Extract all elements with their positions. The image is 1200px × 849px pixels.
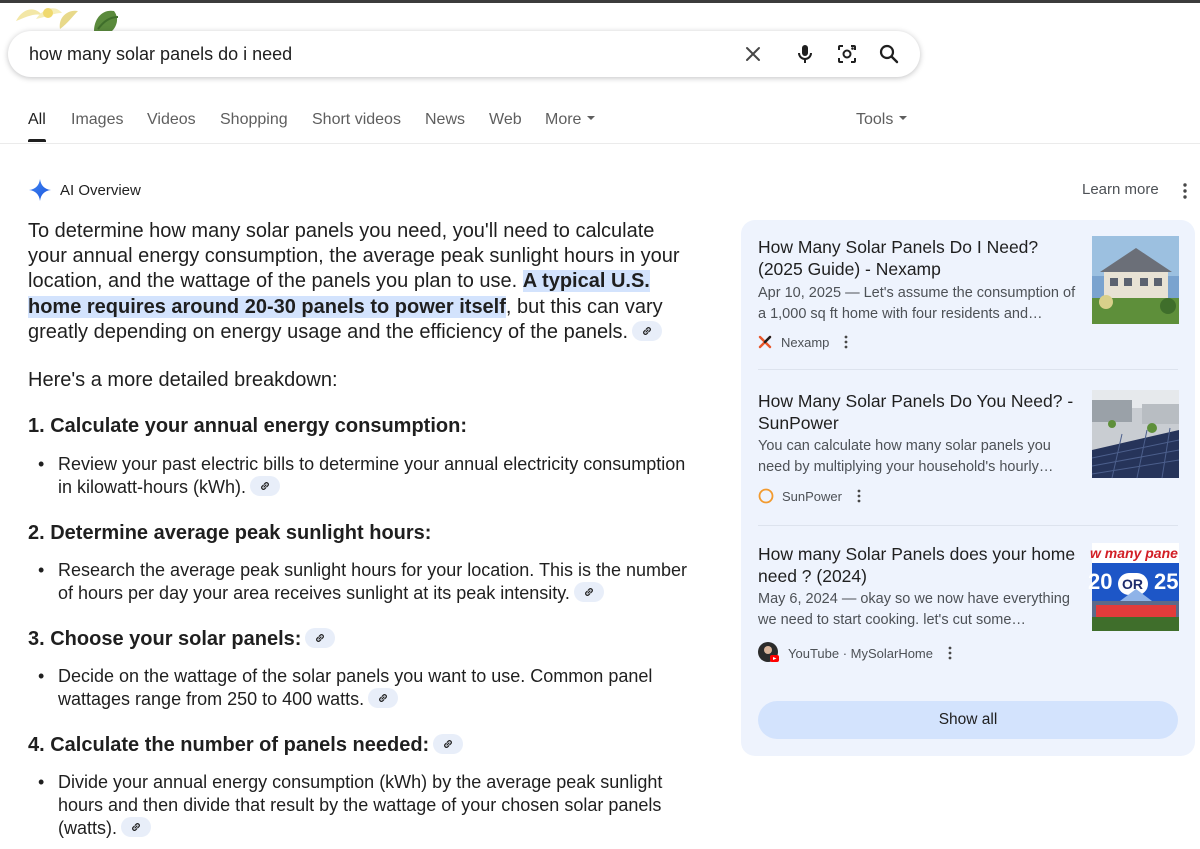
thumb-or-text: OR [1122,576,1143,592]
lens-icon[interactable] [835,42,859,66]
channel-avatar [758,642,780,664]
search-input[interactable]: how many solar panels do i need [29,44,293,64]
tools-label: Tools [856,111,894,128]
search-tabs [0,108,1200,144]
window-top-border [0,0,1200,3]
link-icon [314,632,326,644]
source-title[interactable]: How Many Solar Panels Do You Need? - SunPower [758,391,1074,433]
more-options-icon[interactable] [947,645,953,661]
source-site [758,332,849,352]
tab-short-videos[interactable]: Short videos [312,111,401,128]
tab-all[interactable]: All [28,111,46,128]
thumb-number-a: 20 [1088,569,1113,594]
nexamp-logo-icon [758,335,772,349]
sources-panel [741,220,1195,756]
bullet-dot: • [38,772,45,792]
source-title[interactable]: How many Solar Panels does your home need ? (2024) [758,544,1076,586]
source-card-sunpower[interactable] [758,390,1178,510]
source-snippet: May 6, 2024 — okay so we now have everything we need to start cooking. let's cut some… [758,591,1070,628]
search-bar[interactable] [8,31,920,77]
source-card-youtube[interactable] [758,543,1178,673]
step-heading-text: 2. Determine average peak sunlight hours: [28,522,432,544]
tab-images[interactable]: Images [71,111,124,128]
step-heading-text: 4. Calculate the number of panels needed: [28,734,430,756]
link-icon [377,692,389,704]
link-icon [259,480,271,492]
bullet-text: Decide on the wattage of the solar panels you want to use. Common panel wattages range from 250 to 400 watts. [58,666,653,709]
step-heading-text: 3. Choose your solar panels: [28,628,302,650]
citation-link[interactable] [121,817,151,837]
link-icon [641,325,653,337]
step-heading [28,522,431,545]
citation-link[interactable] [250,476,280,496]
source-name: YouTube · MySolarHome [788,645,933,661]
sunpower-logo-icon [758,488,774,504]
source-snippet: You can calculate how many solar panels you need by multiplying your household's hourly… [758,438,1054,475]
divider [758,369,1178,370]
clear-icon[interactable] [741,42,765,66]
ai-overview-header [28,178,141,202]
ai-overview-body [28,219,698,838]
tab-news[interactable]: News [425,111,466,128]
thumb-title-text: w many pane [1090,545,1178,561]
doodle-flowers-icon[interactable] [8,3,120,31]
house-thumbnail [1092,236,1179,324]
overview-summary [28,219,698,345]
breakdown-heading: Here's a more detailed breakdown: [28,369,338,391]
search-icon[interactable] [877,42,901,66]
source-snippet: Apr 10, 2025 — Let's assume the consumption of a 1,000 sq ft home with four residents and… [758,285,1076,322]
summary-text: To determine how many solar panels you need, you'll need to calculate your annual energy consumption, the average peak sunlight hours in your location, and the wattage of the panels you plan to use. [28,220,680,293]
list-item [38,665,698,711]
source-name: SunPower [782,488,842,504]
more-options-icon[interactable] [843,334,849,350]
source-title[interactable]: How Many Solar Panels Do I Need? (2025 Guide) - Nexamp [758,237,1039,279]
bullet-text: Research the average peak sunlight hours for your location. This is the number of hours per day your area receives sunlight at its peak intensity. [58,560,688,603]
citation-link[interactable] [305,628,335,648]
source-site [758,643,953,663]
step-heading [28,734,463,757]
microphone-icon[interactable] [793,42,817,66]
source-card-nexamp[interactable] [758,236,1178,356]
chevron-down-icon [899,116,907,120]
solar-roof-thumbnail [1092,390,1179,478]
active-tab-indicator [28,139,46,142]
tab-more-label: More [545,111,582,128]
link-icon [130,821,142,833]
summary-text-end: , but this can vary greatly depending on energy usage and the efficiency of the panels. [28,295,663,343]
tab-shopping[interactable]: Shopping [220,111,288,128]
citation-link[interactable] [574,582,604,602]
link-icon [442,738,454,750]
tools-button[interactable] [856,111,907,129]
citation-link[interactable] [632,321,662,341]
gemini-sparkle-icon [28,178,52,202]
ai-overview-title: AI Overview [60,181,141,199]
tab-web[interactable]: Web [489,111,522,128]
step-heading [28,415,467,438]
more-options-icon[interactable] [1178,182,1192,200]
chevron-down-icon [587,116,595,120]
bullet-text: Divide your annual energy consumption (kWh) by the average peak sunlight hours and then divide that result by the wattage of your chosen solar panels (watts). [58,772,663,838]
source-site [758,486,862,506]
list-item [38,453,698,499]
citation-link[interactable] [433,734,463,754]
summary-highlight: A typical U.S. home requires around 20-30 panels to power itself [28,270,650,318]
citation-link[interactable] [368,688,398,708]
step-heading [28,628,335,651]
more-options-icon[interactable] [856,488,862,504]
learn-more-link[interactable]: Learn more [1082,181,1159,198]
bullet-dot: • [38,666,45,686]
divider [758,525,1178,526]
bullet-dot: • [38,454,45,474]
video-thumbnail [1088,543,1179,631]
tab-more[interactable] [545,111,595,129]
tab-videos[interactable]: Videos [147,111,196,128]
thumb-number-b: 25 [1154,569,1179,594]
show-all-button[interactable]: Show all [758,701,1178,739]
list-item [38,771,688,840]
list-item [38,559,698,605]
step-heading-text: 1. Calculate your annual energy consumption: [28,415,467,437]
source-name: Nexamp [781,334,830,350]
bullet-text: Review your past electric bills to determine your annual electricity consumption in kilowatt-hours (kWh). [58,454,686,497]
bullet-dot: • [38,560,45,580]
link-icon [583,586,595,598]
